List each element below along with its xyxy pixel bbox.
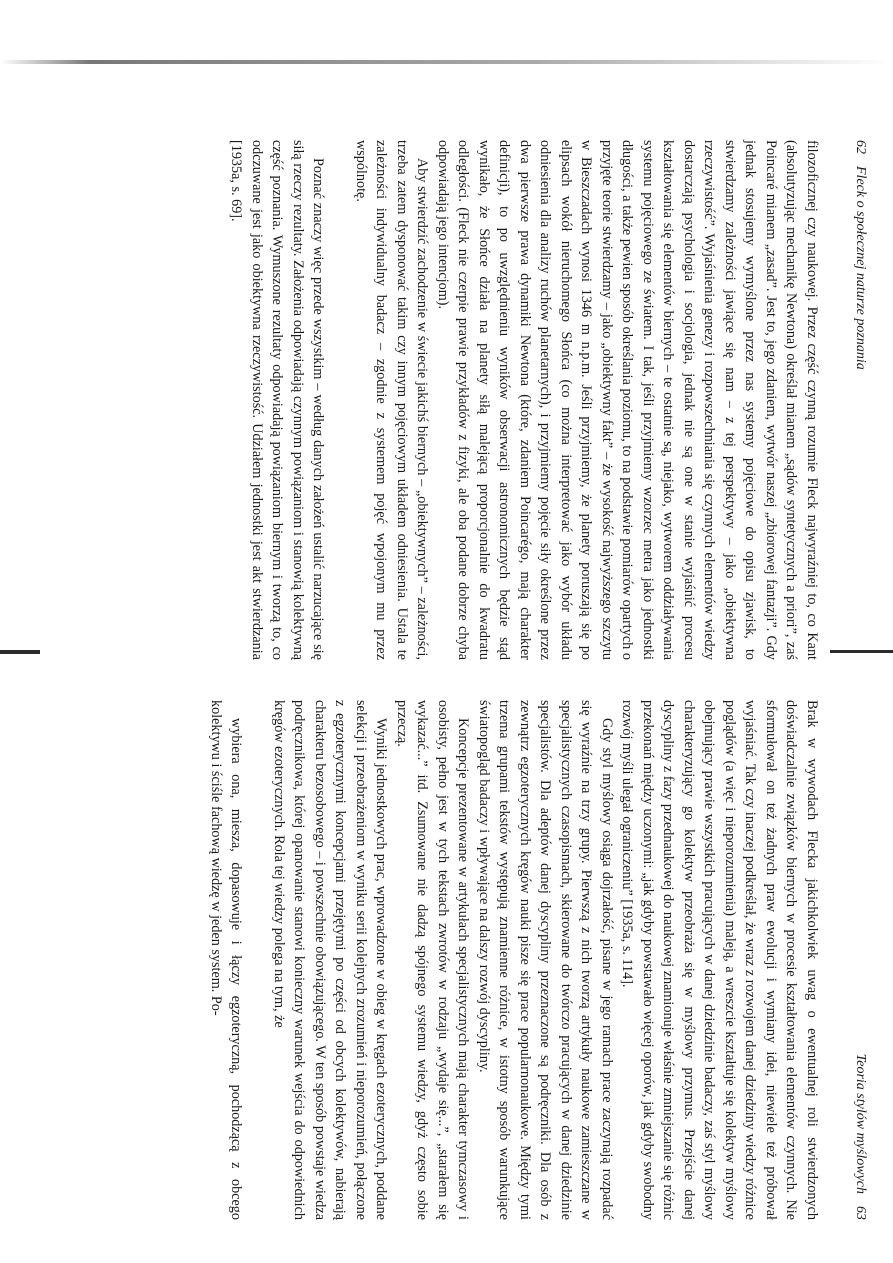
right-paragraph-2: Gdy styl myślowy osiąga dojrzałość, pisane w jego ramach prace zaczynają rozpadać się wyraźnie na trzy grupy. Pierwszą z nich tworzą artykuły naukowe zamieszczane w specjalistycznych czasopismach, skierowane do twórczo pracujących w danej dziedzinie specjalistów. Dla adeptów danej dyscypliny przeznaczone są podręczniki. Dla osób z zewnątrz egzoterycznych kręgów nauki pisze się prace popularnonaukowe. Między tymi trzema grupami tekstów występują znamienne różnice, w istotny sposób warunkujące światopogląd badaczy i wpływające na dalszy rozwój dyscypliny. [476, 700, 615, 1220]
right-block-quote: wybiera ona, miesza, dopasowuje i łączy egzoteryczną, pochodzącą z obcego kolektywu i ściśle fachową wiedzę w jeden system. Po- [208, 700, 245, 1220]
right-body [206, 700, 823, 1220]
page-fold-shadow [0, 60, 893, 64]
left-paragraph-2: Aby stwierdzić zachodzenie w świecie jakichś biernych – „obiektywnych” – zależności, trzeba zatem dysponować takim czy innym pojęciowym układem odniesienia. Ustala te zależności indywidualny badacz – zgodnie z systemem pojęć wpojonym mu przez wspólnotę. [353, 140, 431, 660]
left-running-title: Fleck o społecznej naturze poznania [853, 166, 868, 370]
left-page-number: 62 [853, 140, 868, 154]
left-body [226, 140, 822, 660]
left-paragraph-1: filozoficznej czy naukowej. Przez część czynną rozumie Fleck najwyraźniej to, co Kant (absolutyzując mechanikę Newtona) określał mianem „sądów syntetycznych a priori”, zaś Poincaré mianem „zasad”. Jest to, jego zdaniem, wytwór naszej „zbiorowej fantazji”. Gdy jednak stosujemy wymyślone przez nas systemy pojęciowe do opisu zjawisk, to stwierdzamy zależności jawiące się nam – z tej perspektywy – jako „obiektywna rzeczywistość”. Wyjaśnienia genezy i rozpowszechniania się czynnych elementów wiedzy dostarczają psychologia i socjologia, jednak nie są one w stanie wyjaśnić procesu kształtowania się elementów biernych – te ostatnie są, niejako, wytworem oddziaływania systemu pojęciowego ze światem. I tak, jeśli przyjmiemy wzorzec metra jako jednostki długości, a także pewien sposób określania poziomu, to na podstawie pomiarów opartych o przyjęte teorie stwierdzamy – jako „obiektywny fakt” – że wysokość najwyższego szczytu w Bieszczadach wynosi 1346 m n.p.m. Jeśli przyjmiemy, że planety poruszają się po elipsach wokół nieruchomego Słońca (co można interpretować jako wybór układu odniesienia dla analizy ruchów planetarnych), i przyjmiemy pojęcie siły określone przez dwa pierwsze prawa dynamiki Newtona (które, zdaniem Poincarégo, mają charakter definicji), to po uwzględnieniu wyników obserwacji astronomicznych będzie stąd wynikało, że Słońce działa na planety siłą malejącą proporcjonalnie do kwadratu odległości. (Fleck nie czerpie prawie przykładów z fizyki, ale oba podane dobrze chyba odpowiadają jego intencjom). [435, 140, 820, 660]
right-paragraph-1: Brak w wywodach Flecka jakichkolwiek uwag o ewentualnej roli stwierdzonych doświadczalnie związków biernych w procesie kształtowania elementów czynnych. Nie sformułował on też żadnych praw ewolucji i wymiany idei, niewiele też próbował wyjaśniać. Tak czy inaczej podkreślał, że wraz z rozwojem danej dziedziny wiedzy różnice poglądów (a więc i nieporozumienia) maleją, a wreszcie kształtuje się kolektyw myślowy obejmujący prawie wszystkich pracujących w danej dziedzinie badaczy, zaś styl myślowy charakteryzujący go kolektyw przeobraża się w myślowy przymus. Przejście danej dyscypliny z fazy przednaukowej do naukowej znamionuje właśnie zmniejszanie się różnic przekonań między uczonymi: „jak gdyby powstawało więcej oporów, jak gdyby swobodny rozwój myśli ulegał ograniczeniu” [1935a, s. 114]. [619, 700, 820, 1220]
left-block-quote: Poznać znaczy więc przede wszystkim – według danych założeń ustalić narzucające się siłą rzeczy rezultaty. Założenia odpowiadają czynnym powiązaniom i stanowią kolektywną część poznania. Wymuszone rezultaty odpowiadają powiązaniom biernym i tworzą to, co odczuwane jest jako obiektywna rzeczywistość. Udziałem jednostki jest akt stwierdzania [1935a, s. 69]. [228, 140, 327, 660]
right-page-number: 63 [853, 1206, 868, 1220]
right-paragraph-3: Koncepcje prezentowane w artykułach specjalistycznych mają charakter tymczasowy i osobisty, pełno jest w tych tekstach zwrotów w rodzaju „wydaje się...”, „starałem się wykazać...” itd. Zsumowane nie dadzą spójnego systemu wiedzy, gdyż często sobie przeczą. [394, 700, 472, 1220]
binding-edge-left [0, 650, 40, 654]
right-running-title: Teoria stylów myślowych [853, 1053, 868, 1194]
right-paragraph-4: Wyniki jednostkowych prac, wprowadzone w obieg w kręgach ezoterycznych, poddane selekcji i przeobrażeniom w wyniku serii kolejnych zrozumień i nieporozumień, połączone z egzoterycznymi koncepcjami przejętymi po części od obcych kolektywów, nabierają charakteru bezosobowego – i powszechnie obowiązującego. W ten sposób powstaje wiedza podręcznikowa, której opanowanie stanowi konieczny warunek wejścia do odpowiednich kręgów ezoterycznych. Rola tej wiedzy polega na tym, że [271, 700, 390, 1220]
